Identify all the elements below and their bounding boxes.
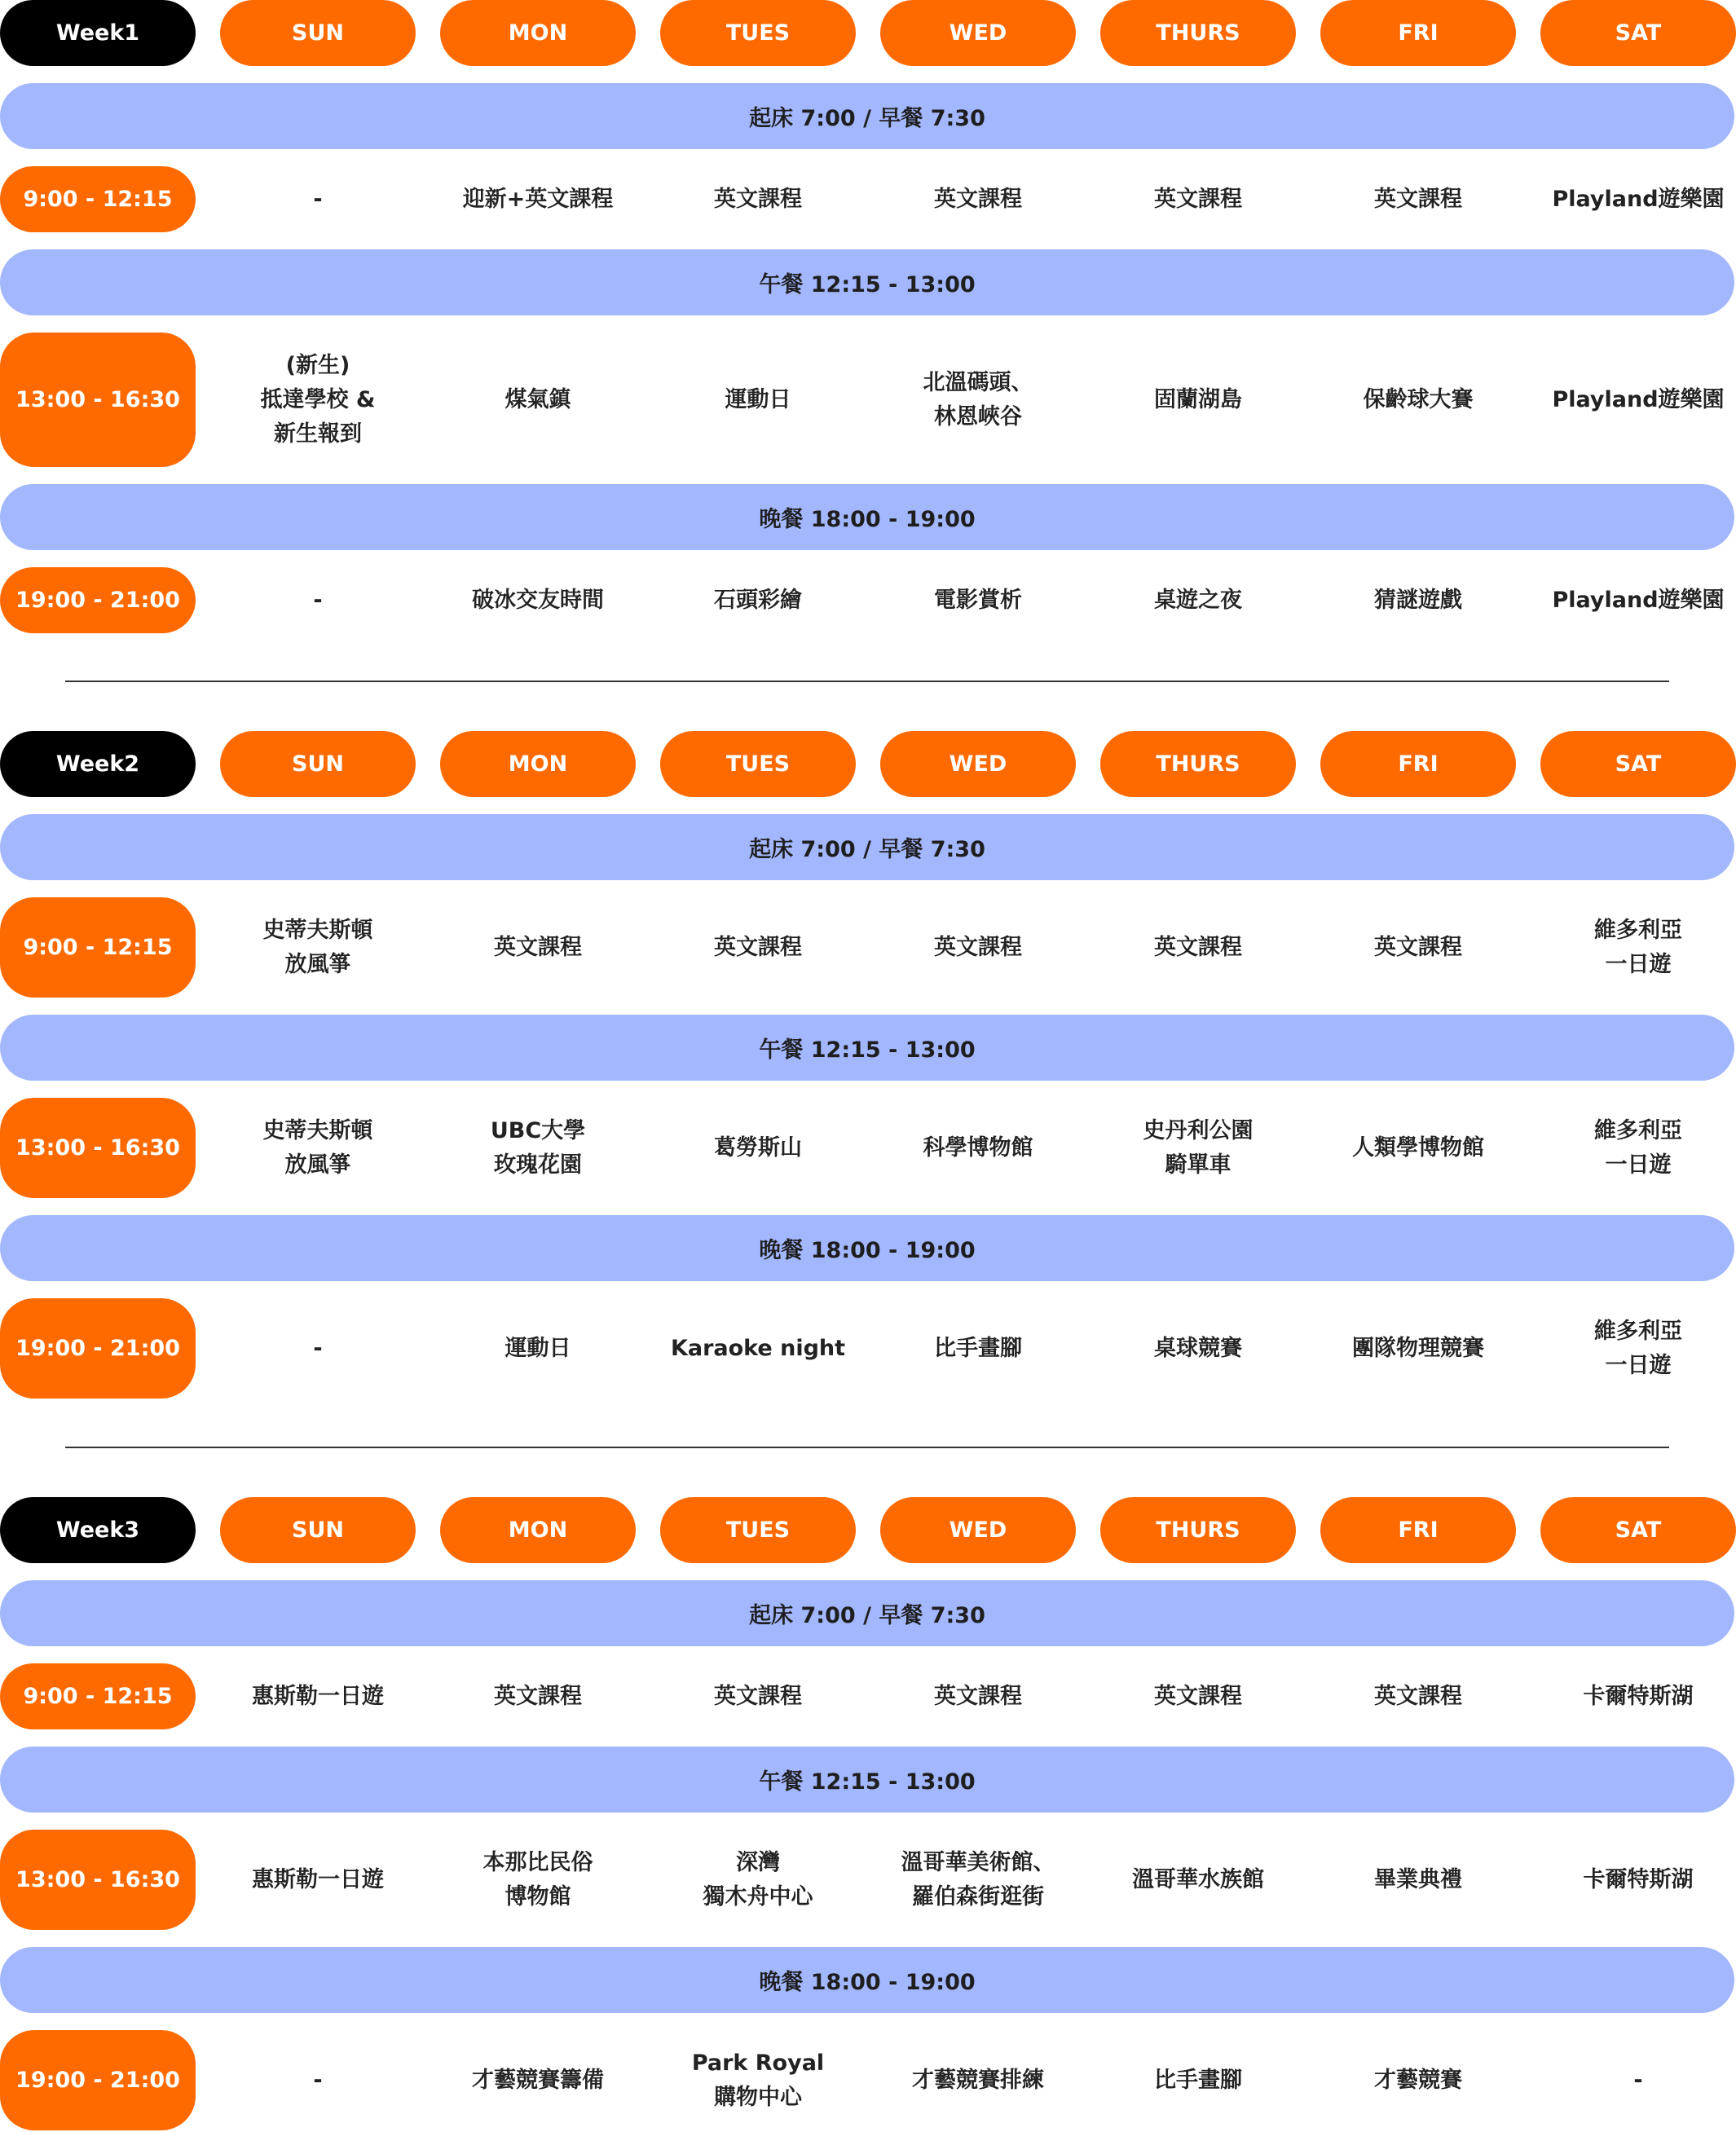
activity-cell: Playland遊樂園 [1552, 186, 1725, 212]
activity-cell: 英文課程 [714, 934, 802, 960]
activity-cell: 英文課程 [934, 186, 1022, 212]
day-header-mon: MON [440, 1497, 636, 1563]
activity-cell: 科學博物館 [923, 1134, 1033, 1161]
activity-cell: 英文課程 [1374, 1683, 1462, 1709]
breakfast-bar: 起床 7:00 / 早餐 7:30 [0, 83, 1734, 149]
activity-cell: 桌球競賽 [1154, 1335, 1242, 1361]
activity-cell: 電影賞析 [934, 587, 1022, 613]
time-slot-afternoon: 13:00 - 16:30 [0, 333, 196, 467]
day-header-sat: SAT [1540, 731, 1736, 797]
activity-cell: 破冰交友時間 [472, 587, 604, 613]
day-header-wed: WED [880, 731, 1076, 797]
day-header-tues: TUES [660, 0, 856, 66]
day-header-fri: FRI [1320, 0, 1516, 66]
day-header-fri: FRI [1320, 731, 1516, 797]
time-slot-evening: 19:00 - 21:00 [0, 567, 196, 633]
day-header-wed: WED [880, 0, 1076, 66]
activity-cell: 維多利亞 一日遊 [1594, 917, 1682, 977]
activity-cell: Playland遊樂園 [1552, 587, 1725, 613]
activity-cell: 比手畫腳 [1154, 2067, 1242, 2093]
activity-cell: 卡爾特斯湖 [1583, 1866, 1694, 1892]
activity-cell: 運動日 [504, 1335, 571, 1361]
activity-cell: 本那比民俗 博物館 [482, 1849, 593, 1910]
day-header-thurs: THURS [1100, 0, 1296, 66]
activity-cell: 英文課程 [714, 1683, 802, 1709]
lunch-bar: 午餐 12:15 - 13:00 [0, 249, 1734, 315]
activity-cell: - [313, 1335, 323, 1361]
activity-cell: 葛勞斯山 [714, 1134, 802, 1161]
activity-cell: 畢業典禮 [1374, 1866, 1462, 1892]
activity-cell: 才藝競賽排練 [912, 2067, 1044, 2093]
day-header-sun: SUN [220, 0, 416, 66]
activity-cell: - [1633, 2067, 1643, 2093]
activity-cell: 煤氣鎮 [504, 386, 571, 412]
time-slot-evening: 19:00 - 21:00 [0, 1298, 196, 1399]
activity-cell: 英文課程 [934, 934, 1022, 960]
activity-cell: 惠斯勒一日遊 [252, 1866, 384, 1892]
day-header-thurs: THURS [1100, 1497, 1296, 1563]
activity-cell: 人類學博物館 [1352, 1134, 1484, 1161]
activity-cell: 史蒂夫斯頓 放風箏 [262, 917, 373, 977]
lunch-bar: 午餐 12:15 - 13:00 [0, 1747, 1734, 1813]
lunch-bar: 午餐 12:15 - 13:00 [0, 1015, 1734, 1081]
time-slot-morning: 9:00 - 12:15 [0, 166, 196, 232]
activity-cell: 史丹利公園 騎單車 [1143, 1117, 1254, 1178]
activity-cell: 惠斯勒一日遊 [252, 1683, 384, 1709]
activity-cell: 英文課程 [1154, 1683, 1242, 1709]
activity-cell: 迎新+英文課程 [462, 186, 614, 212]
activity-cell: 英文課程 [1374, 934, 1462, 960]
activity-cell: 英文課程 [494, 934, 582, 960]
activity-cell: 卡爾特斯湖 [1583, 1683, 1694, 1709]
week-label: Week2 [0, 731, 196, 797]
activity-cell: 團隊物理競賽 [1352, 1335, 1484, 1361]
time-slot-afternoon: 13:00 - 16:30 [0, 1830, 196, 1930]
activity-cell: 才藝競賽籌備 [472, 2067, 604, 2093]
activity-cell: 英文課程 [1154, 934, 1242, 960]
day-header-thurs: THURS [1100, 731, 1296, 797]
breakfast-bar: 起床 7:00 / 早餐 7:30 [0, 814, 1734, 880]
activity-cell: 保齡球大賽 [1363, 386, 1474, 412]
time-slot-evening: 19:00 - 21:00 [0, 2030, 196, 2130]
dinner-bar: 晚餐 18:00 - 19:00 [0, 484, 1734, 550]
activity-cell: 史蒂夫斯頓 放風箏 [262, 1117, 373, 1178]
week-label: Week1 [0, 0, 196, 66]
time-slot-afternoon: 13:00 - 16:30 [0, 1098, 196, 1198]
activity-cell: 維多利亞 一日遊 [1594, 1117, 1682, 1178]
day-header-sun: SUN [220, 731, 416, 797]
activity-cell: - [313, 186, 323, 212]
day-header-sat: SAT [1540, 0, 1736, 66]
activity-cell: 深灣 獨木舟中心 [703, 1849, 813, 1910]
activity-cell: UBC大學 玫瑰花園 [490, 1117, 586, 1178]
activity-cell: 桌遊之夜 [1154, 587, 1242, 613]
activity-cell: 才藝競賽 [1374, 2067, 1462, 2093]
day-header-sun: SUN [220, 1497, 416, 1563]
activity-cell: 溫哥華美術館、 羅伯森街逛街 [901, 1849, 1055, 1910]
time-slot-morning: 9:00 - 12:15 [0, 897, 196, 998]
activity-cell: 英文課程 [934, 1683, 1022, 1709]
activity-cell: 比手畫腳 [934, 1335, 1022, 1361]
day-header-fri: FRI [1320, 1497, 1516, 1563]
breakfast-bar: 起床 7:00 / 早餐 7:30 [0, 1580, 1734, 1646]
activity-cell: 石頭彩繪 [714, 587, 802, 613]
activity-cell: - [313, 587, 323, 613]
day-header-wed: WED [880, 1497, 1076, 1563]
week-label: Week3 [0, 1497, 196, 1563]
activity-cell: 猜謎遊戲 [1374, 587, 1462, 613]
activity-cell: 維多利亞 一日遊 [1594, 1318, 1682, 1378]
day-header-mon: MON [440, 0, 636, 66]
activity-cell: Playland遊樂園 [1552, 386, 1725, 412]
dinner-bar: 晚餐 18:00 - 19:00 [0, 1947, 1734, 2013]
week-divider [65, 1447, 1669, 1448]
activity-cell: Karaoke night [670, 1335, 846, 1361]
activity-cell: 英文課程 [494, 1683, 582, 1709]
activity-cell: 運動日 [725, 386, 791, 412]
week-divider [65, 681, 1669, 682]
activity-cell: 英文課程 [1374, 186, 1462, 212]
activity-cell: (新生) 抵達學校 & 新生報到 [260, 352, 376, 447]
day-header-tues: TUES [660, 731, 856, 797]
activity-cell: 溫哥華水族館 [1132, 1866, 1264, 1892]
day-header-tues: TUES [660, 1497, 856, 1563]
activity-cell: - [313, 2067, 323, 2093]
dinner-bar: 晚餐 18:00 - 19:00 [0, 1215, 1734, 1281]
activity-cell: 固蘭湖島 [1154, 386, 1242, 412]
day-header-sat: SAT [1540, 1497, 1736, 1563]
activity-cell: Park Royal 購物中心 [691, 2050, 825, 2110]
day-header-mon: MON [440, 731, 636, 797]
activity-cell: 北溫碼頭、 林恩峽谷 [923, 369, 1033, 429]
time-slot-morning: 9:00 - 12:15 [0, 1663, 196, 1729]
activity-cell: 英文課程 [714, 186, 802, 212]
activity-cell: 英文課程 [1154, 186, 1242, 212]
